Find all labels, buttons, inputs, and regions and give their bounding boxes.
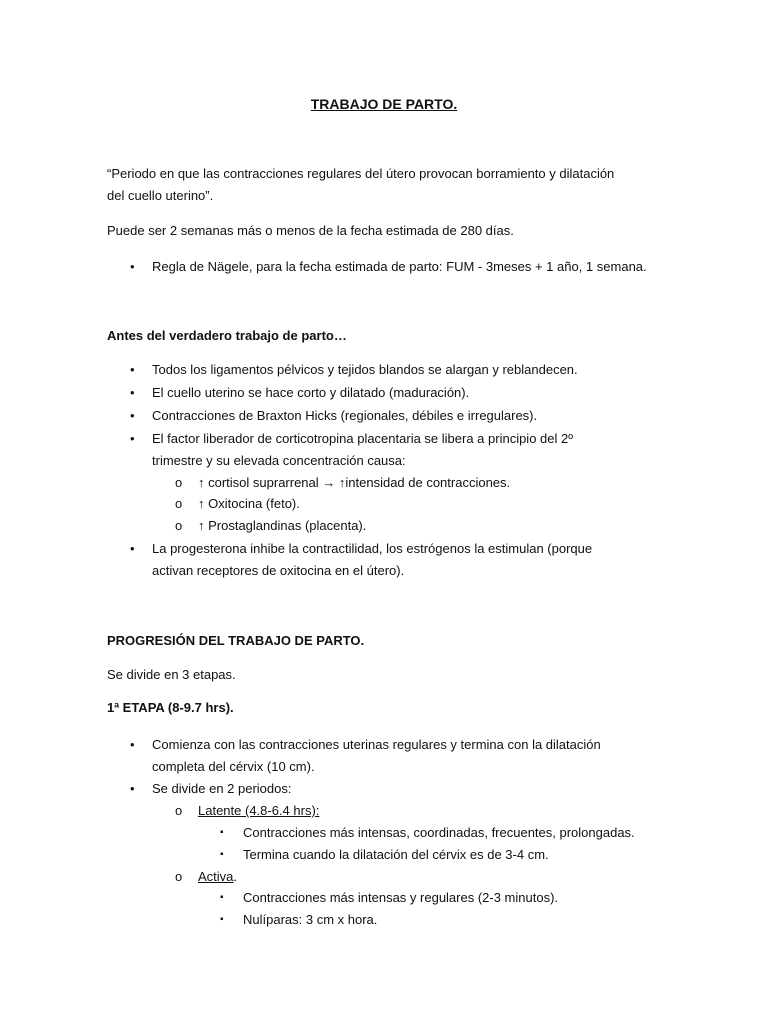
- square-bullet-icon: ▪: [220, 827, 224, 838]
- page-title: TRABAJO DE PARTO.: [310, 96, 458, 112]
- stage-1-heading: 1ª ETAPA (8-9.7 hrs).: [107, 700, 234, 715]
- square-bullet-icon: ▪: [220, 849, 224, 860]
- before-labor-item-5-line-1: La progesterona inhibe la contractilidad, los estrógenos la estimulan (porque: [152, 541, 593, 556]
- bullet-icon: •: [130, 385, 135, 400]
- progression-heading: PROGRESIÓN DEL TRABAJO DE PARTO.: [107, 633, 365, 648]
- active-period-label-suffix: .: [233, 869, 238, 884]
- stages-paragraph: Se divide en 3 etapas.: [107, 667, 236, 682]
- definition-line-1: “Periodo en que las contracciones regulares del útero provocan borramiento y dilatación: [107, 166, 615, 181]
- stage-1-item-2: Se divide en 2 periodos:: [152, 781, 292, 796]
- bullet-icon: •: [130, 781, 135, 796]
- before-labor-item-4-line-1: El factor liberador de corticotropina placentaria se libera a principio del 2º: [152, 431, 573, 446]
- before-labor-item-3: Contracciones de Braxton Hicks (regionales, débiles e irregulares).: [152, 408, 538, 423]
- before-labor-sub-item-3: ↑ Prostaglandinas (placenta).: [198, 518, 367, 533]
- before-labor-heading: Antes del verdadero trabajo de parto…: [107, 328, 347, 343]
- latent-item-2: Termina cuando la dilatación del cérvix es de 3-4 cm.: [243, 847, 549, 862]
- circle-bullet-icon: o: [175, 869, 183, 884]
- before-labor-item-1: Todos los ligamentos pélvicos y tejidos blandos se alargan y reblandecen.: [152, 362, 578, 377]
- bullet-icon: •: [130, 541, 135, 556]
- bullet-icon: •: [130, 737, 135, 752]
- before-labor-item-2: El cuello uterino se hace corto y dilatado (maduración).: [152, 385, 470, 400]
- range-paragraph: Puede ser 2 semanas más o menos de la fecha estimada de 280 días.: [107, 223, 514, 238]
- active-item-2: Nulíparas: 3 cm x hora.: [243, 912, 378, 927]
- before-labor-item-4-line-2: trimestre y su elevada concentración causa:: [152, 453, 406, 468]
- circle-bullet-icon: o: [175, 475, 183, 490]
- square-bullet-icon: ▪: [220, 914, 224, 925]
- circle-bullet-icon: o: [175, 496, 183, 511]
- stage-1-item-1-line-2: completa del cérvix (10 cm).: [152, 759, 315, 774]
- latent-item-1: Contracciones más intensas, coordinadas, frecuentes, prolongadas.: [243, 825, 635, 840]
- square-bullet-icon: ▪: [220, 892, 224, 903]
- before-labor-item-5-line-2: activan receptores de oxitocina en el útero).: [152, 563, 405, 578]
- before-labor-sub-item-1: ↑ cortisol suprarrenal → ↑intensidad de contracciones.: [198, 475, 511, 490]
- bullet-icon: •: [130, 259, 135, 274]
- bullet-icon: •: [130, 431, 135, 446]
- active-item-1: Contracciones más intensas y regulares (2-3 minutos).: [243, 890, 559, 905]
- latent-period-label: Latente (4.8-6.4 hrs):: [198, 803, 320, 818]
- bullet-icon: •: [130, 362, 135, 377]
- circle-bullet-icon: o: [175, 803, 183, 818]
- active-period-label: [198, 866, 237, 888]
- circle-bullet-icon: o: [175, 518, 183, 533]
- before-labor-sub-item-2: ↑ Oxitocina (feto).: [198, 496, 300, 511]
- definition-line-2: del cuello uterino”.: [107, 188, 214, 203]
- bullet-icon: •: [130, 408, 135, 423]
- nagele-rule-item: Regla de Nägele, para la fecha estimada de parto: FUM - 3meses + 1 año, 1 semana.: [152, 259, 647, 274]
- active-period-label-text: Activa: [198, 869, 234, 884]
- stage-1-item-1-line-1: Comienza con las contracciones uterinas regulares y termina con la dilatación: [152, 737, 601, 752]
